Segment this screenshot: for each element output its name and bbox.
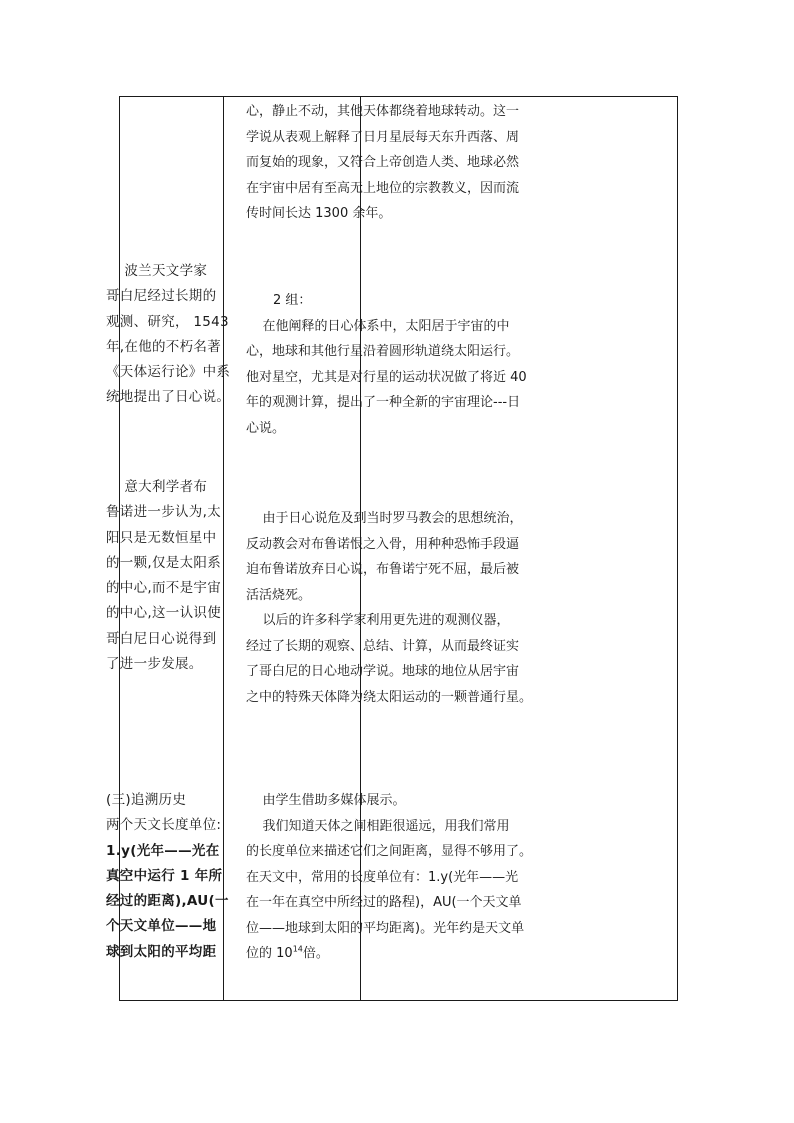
text-line: 在宇宙中居有至高无上地位的宗教教义，因而流 <box>246 180 520 196</box>
text-line: 传时间长达 1300 余年。 <box>246 206 392 221</box>
right-block-geocentric <box>246 99 552 227</box>
bold-text-line: 1.y(光年——光在 <box>106 842 220 859</box>
right-block-units <box>246 788 552 967</box>
bold-text-line: 经过的距离),AU(一 <box>106 893 229 910</box>
bold-text-line: 球到太阳的平均距 <box>106 943 217 960</box>
text-line: 迫布鲁诺放弃日心说，布鲁诺宁死不屈，最后被 <box>246 562 520 577</box>
text-line: 由学生借助多媒体展示。 <box>246 793 406 808</box>
text-line: 在天文中，常用的长度单位有：1.y(光年——光 <box>246 869 519 885</box>
text-line: 学说从表观上解释了日月星辰每天东升西落、周 <box>246 129 520 145</box>
text-line: 而复始的现象，又符合上帝创造人类、地球必然 <box>246 155 520 170</box>
text-line: 在一年在真空中所经过的路程)，AU(一个天文单 <box>246 895 522 910</box>
text-line: 观测、研究， 1543 <box>106 313 229 330</box>
text-line: 哥白尼经过长期的 <box>106 288 217 305</box>
text-line: 我们知道天体之间相距很遥远，用我们常用 <box>246 818 510 834</box>
text-line: 意大利学者布 <box>106 479 208 495</box>
text-line: 的中心,而不是宇宙 <box>106 580 221 597</box>
right-block-church <box>246 506 552 710</box>
text-suffix: 倍。 <box>302 946 329 961</box>
text-line: 了哥白尼的日心地动学说。地球的地位从居宇宙 <box>246 664 520 679</box>
text-line: 2 组： <box>273 293 312 308</box>
text-line: 他对星空，尤其是对行星的运动状况做了将近 40 <box>246 369 527 385</box>
text-line: 在他阐释的日心体系中，太阳居于宇宙的中 <box>246 318 510 334</box>
text-line: 了进一步发展。 <box>106 656 203 673</box>
text-line: 心说。 <box>246 420 286 436</box>
text-prefix: 位的 10 <box>246 946 293 961</box>
text-line: 的一颗,仅是太阳系 <box>106 554 221 571</box>
text-line: 经过了长期的观察、总结、计算，从而最终证实 <box>246 638 520 654</box>
text-line: 年,在他的不朽名著 <box>106 338 221 355</box>
text-line: 之中的特殊天体降为绕太阳运动的一颗普通行星。 <box>246 689 533 705</box>
text-line: 位——地球到太阳的平均距离)。光年约是天文单 <box>246 920 525 936</box>
text-line: 统地提出了日心说。 <box>106 389 231 406</box>
mid-block-copernicus <box>106 259 236 411</box>
text-line: 两个天文长度单位: <box>106 817 222 834</box>
text-line: 年的观测计算，提出了一种全新的宇宙理论---日 <box>246 395 521 410</box>
text-line: 《天体运行论》中系 <box>106 364 231 381</box>
text-line: 以后的许多科学家利用更先进的观测仪器， <box>246 613 510 628</box>
mid-block-bruno <box>106 475 236 677</box>
text-line: 哥白尼日心说得到 <box>106 630 217 647</box>
text-line: 的中心,这一认识使 <box>106 605 221 622</box>
text-line-with-exponent <box>246 941 552 967</box>
exponent: 14 <box>292 944 303 954</box>
text-line: 波兰天文学家 <box>106 263 208 279</box>
text-line: 心，静止不动，其他天体都绕着地球转动。这一 <box>246 104 520 119</box>
text-line: 由于日心说危及到当时罗马教会的思想统治， <box>246 511 523 526</box>
section-heading: (三)追溯历史 <box>106 792 187 808</box>
text-line: 鲁诺进一步认为,太 <box>106 504 221 521</box>
right-block-group2 <box>246 288 552 441</box>
text-line: 心，地球和其他行星沿着圆形轨道绕太阳运行。 <box>246 344 520 359</box>
text-line: 活活烧死。 <box>246 587 312 603</box>
mid-block-history <box>106 788 236 965</box>
text-line: 反动教会对布鲁诺恨之入骨，用种种恐怖手段逼 <box>246 536 520 552</box>
text-line: 阳只是无数恒星中 <box>106 529 217 546</box>
bold-text-line: 个天文单位——地 <box>106 918 217 935</box>
text-line: 的长度单位来描述它们之间距离，显得不够用了。 <box>246 844 533 859</box>
bold-text-line: 真空中运行 1 年所 <box>106 867 223 884</box>
